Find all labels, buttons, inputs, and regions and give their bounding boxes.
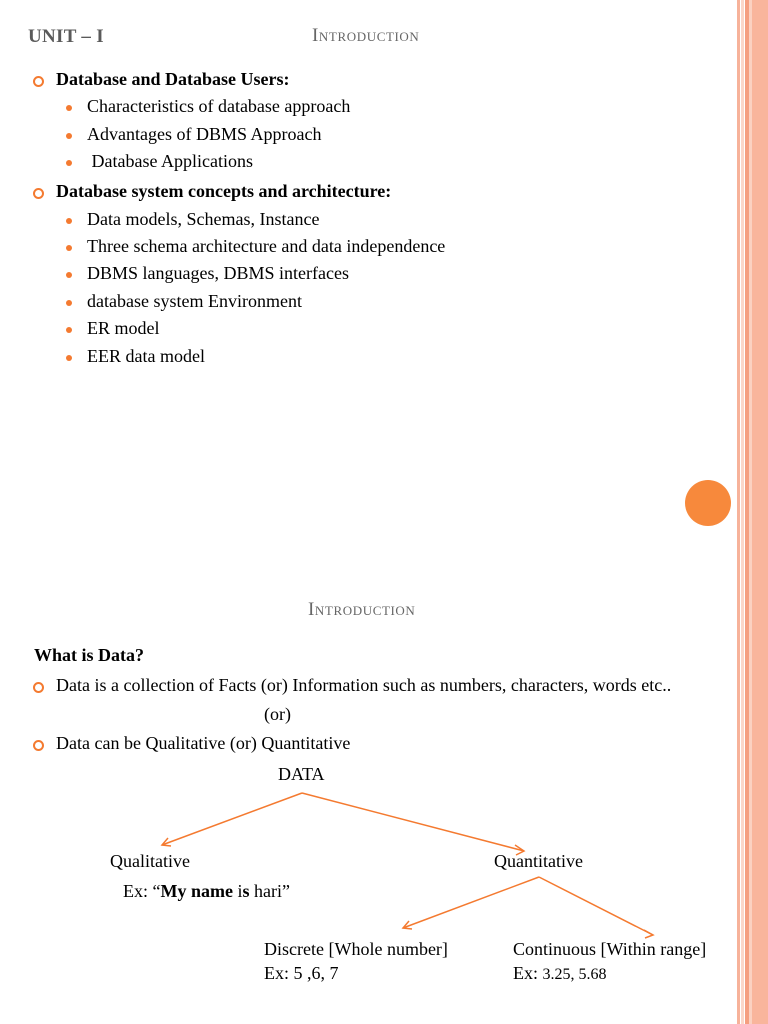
example-text: i [232,881,243,901]
bullet-text: Data can be Qualitative (or) Quantitative [56,733,351,753]
qualitative-example [123,881,290,902]
tree-node-quantitative: Quantitative [494,851,583,871]
list-item: Characteristics of database approach [87,96,351,116]
bullet-text: Data is a collection of Facts (or) Information such as numbers, characters, words etc.. [56,675,672,695]
slide-title: Introduction [312,25,420,46]
arrowhead-icon [644,930,653,938]
list-item: Data models, Schemas, Instance [87,209,320,229]
discrete-example: Ex: 5 ,6, 7 [264,963,339,983]
example-values: 3.25, 5.68 [542,966,607,983]
question-heading: What is Data? [34,645,145,665]
unit-label: UNIT – I [28,26,104,47]
list-item: DBMS languages, DBMS interfaces [87,263,349,283]
list-item: Advantages of DBMS Approach [87,124,322,144]
list-item: Database Applications [87,151,253,171]
tree-arrow [539,877,653,935]
tree-arrow [302,793,524,851]
tree-arrow [162,793,302,845]
or-text: (or) [264,704,291,724]
section-heading: Database and Database Users: [56,69,290,89]
example-bold: My name [160,881,233,901]
tree-arrow [403,877,539,928]
example-prefix: Ex: [513,963,543,983]
example-text: hari” [249,881,290,901]
tree-root: DATA [278,764,325,784]
list-item: ER model [87,318,160,338]
slide-title: Introduction [308,599,416,620]
list-item: database system Environment [87,291,302,311]
continuous-example [513,963,607,984]
tree-node-qualitative: Qualitative [110,851,190,871]
tree-node-discrete: Discrete [Whole number] [264,939,448,959]
tree-node-continuous: Continuous [Within range] [513,939,707,959]
list-item: Three schema architecture and data independence [87,236,446,256]
example-bold: s [242,881,250,901]
section-heading: Database system concepts and architecture: [56,181,392,201]
example-prefix: Ex: “ [123,881,161,901]
list-item: EER data model [87,346,205,366]
